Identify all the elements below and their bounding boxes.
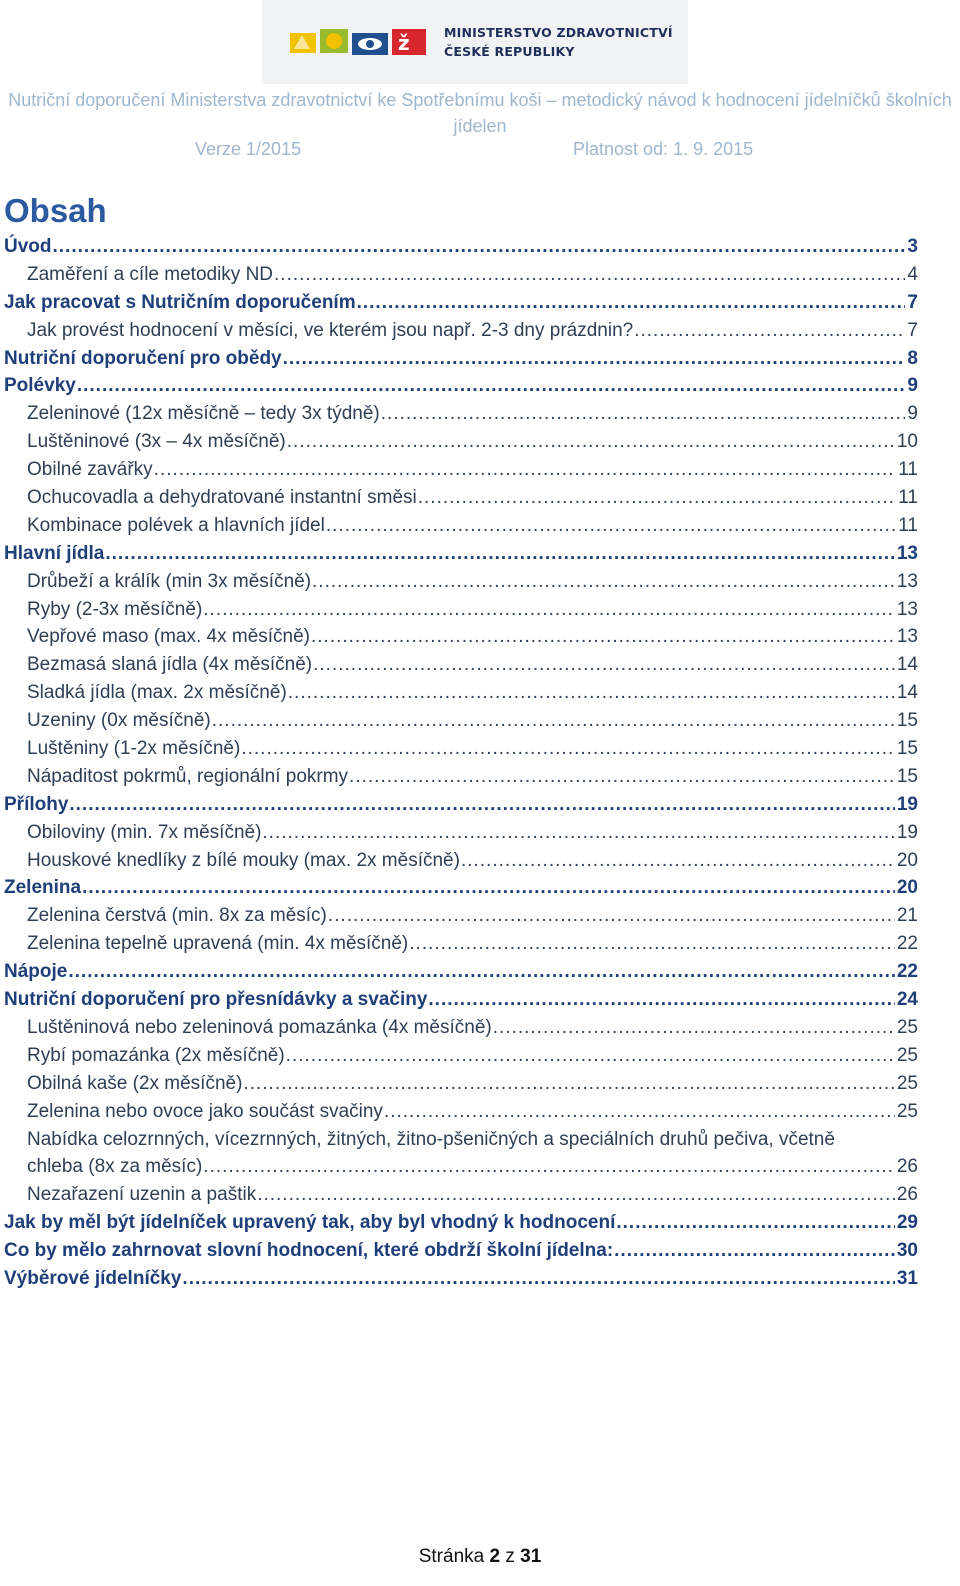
validity-label: Platnost od: 1. 9. 2015: [573, 139, 754, 159]
toc-entry-title: Obilná kaše (2x měsíčně): [27, 1072, 243, 1094]
toc-entry-page: 13: [896, 598, 918, 620]
toc-entry-page: 13: [896, 626, 918, 648]
toc-entry[interactable]: [4, 819, 918, 847]
toc-entry-title: Obilné zavářky: [27, 459, 153, 481]
toc-entry-title: Ochucovadla a dehydratované instantní směsi: [27, 487, 417, 509]
toc-entry[interactable]: [4, 958, 918, 986]
toc-entry[interactable]: [4, 456, 918, 484]
toc-dot-leader: [285, 1042, 895, 1070]
toc-entry-page: 13: [896, 542, 918, 564]
toc-entry-title: Nutriční doporučení pro přesnídávky a svačiny: [4, 989, 428, 1011]
toc-dot-leader: [211, 707, 895, 735]
toc-entry-page: 11: [898, 487, 918, 509]
toc-entry-title: Co by mělo zahrnovat slovní hodnocení, které obdrží školní jídelna:: [4, 1240, 614, 1262]
toc-entry-page: 22: [896, 961, 918, 983]
toc-entry[interactable]: [4, 568, 918, 596]
toc-dot-leader: [613, 1237, 895, 1265]
toc-dot-leader: [383, 1098, 895, 1126]
toc-entry-page: 26: [896, 1184, 918, 1206]
footer-current-page: 2: [489, 1546, 501, 1567]
toc-dot-leader: [356, 289, 906, 317]
toc-entry-line[interactable]: Nabídka celozrnných, vícezrnných, žitných, žitno-pšeničných a speciálních druhů pečiva, včetně: [27, 1128, 835, 1150]
toc-entry[interactable]: [4, 233, 918, 261]
toc-entry[interactable]: [4, 261, 918, 289]
toc-entry-page: 19: [896, 793, 918, 815]
toc-entry[interactable]: [4, 345, 918, 373]
toc-dot-leader: [282, 345, 906, 373]
toc-entry[interactable]: [4, 1042, 918, 1070]
toc-dot-leader: [76, 372, 906, 400]
toc-heading: Obsah: [4, 192, 107, 229]
toc-entry-title: Luštěniny (1-2x měsíčně): [27, 738, 241, 760]
toc-dot-leader: [240, 735, 895, 763]
toc-entry-page: 8: [907, 347, 918, 369]
toc-entry[interactable]: [4, 1237, 918, 1265]
toc-dot-leader: [153, 456, 897, 484]
toc-dot-leader: [67, 958, 895, 986]
toc-entry-title: Výběrové jídelníčky: [4, 1267, 182, 1289]
toc-entry-page: 7: [907, 291, 918, 313]
document-title: Nutriční doporučení Ministerstva zdravotnictví ke Spotřebnímu koši – metodický návod k hodnocení jídelníčků školních jídelen: [8, 90, 952, 136]
toc-entry[interactable]: [4, 847, 918, 875]
toc-entry-title: Polévky: [4, 375, 76, 397]
toc-dot-leader: [380, 400, 906, 428]
toc-dot-leader: [52, 233, 906, 261]
toc-dot-leader: [68, 791, 894, 819]
toc-entry[interactable]: [4, 372, 918, 400]
toc-entry-page: 3: [907, 236, 918, 257]
svg-text:ž: ž: [398, 31, 410, 55]
toc-entry-title: Zelenina: [4, 877, 82, 899]
toc-dot-leader: [325, 512, 896, 540]
toc-entry-page: 4: [907, 263, 918, 285]
toc-dot-leader: [408, 930, 895, 958]
toc-entry[interactable]: [4, 1098, 918, 1126]
toc-dot-leader: [327, 902, 895, 930]
toc-entry-page: 9: [907, 375, 918, 397]
toc-entry-page: 10: [896, 431, 918, 453]
toc-entry-page: 14: [896, 682, 918, 704]
toc-dot-leader: [633, 317, 905, 345]
toc-entry-page: 9: [907, 403, 918, 425]
logo-line2: ČESKÉ REPUBLIKY: [444, 44, 575, 59]
toc-dot-leader: [286, 428, 895, 456]
toc-entry-title: Jak provést hodnocení v měsíci, ve kterém jsou např. 2-3 dny prázdnin?: [27, 319, 634, 341]
toc-dot-leader: [261, 819, 894, 847]
toc-dot-leader: [202, 1153, 895, 1181]
toc-entry-page: 30: [896, 1240, 918, 1262]
toc-entry-title: Houskové knedlíky z bílé mouky (max. 2x měsíčně): [27, 849, 460, 871]
toc-entry-page: 15: [896, 710, 918, 732]
toc-dot-leader: [312, 651, 895, 679]
toc-entry[interactable]: [4, 596, 918, 624]
toc-entry-title: Přílohy: [4, 793, 69, 815]
footer-separator: z: [505, 1546, 515, 1567]
toc-entry[interactable]: [4, 679, 918, 707]
toc-dot-leader: [256, 1181, 895, 1209]
toc-entry[interactable]: [4, 484, 918, 512]
toc-dot-leader: [492, 1014, 895, 1042]
toc-entry-title: chleba (8x za měsíc): [27, 1156, 203, 1178]
toc-entry[interactable]: [4, 986, 918, 1014]
toc-entry[interactable]: [4, 1153, 918, 1181]
toc-dot-leader: [181, 1265, 894, 1293]
version-label: Verze 1/2015: [195, 139, 302, 159]
toc-entry-page: 15: [896, 738, 918, 760]
toc-entry-page: 29: [896, 1212, 918, 1234]
toc-entry[interactable]: [4, 400, 918, 428]
toc-entry[interactable]: [4, 707, 918, 735]
toc-dot-leader: [81, 874, 895, 902]
toc-dot-leader: [242, 1070, 894, 1098]
toc-entry-page: 7: [907, 319, 918, 341]
toc-entry-title: Uzeniny (0x měsíčně): [27, 710, 211, 732]
toc-entry[interactable]: [4, 735, 918, 763]
toc-entry-title: Jak pracovat s Nutričním doporučením: [4, 291, 356, 313]
toc-entry[interactable]: [4, 930, 918, 958]
toc-entry-page: 24: [896, 989, 918, 1011]
toc-dot-leader: [427, 986, 894, 1014]
toc-entry[interactable]: [4, 1209, 918, 1237]
toc-entry-title: Luštěninová nebo zeleninová pomazánka (4x měsíčně): [27, 1016, 492, 1038]
logo-text: [444, 23, 673, 61]
toc-entry-title: Zelenina tepelně upravená (min. 4x měsíčně): [27, 933, 409, 955]
toc-entry-page: 15: [896, 765, 918, 787]
toc-entry[interactable]: [4, 902, 918, 930]
toc-entry-title: Nezařazení uzenin a paštik: [27, 1184, 257, 1206]
toc-entry[interactable]: [4, 317, 918, 345]
toc-entry-page: 21: [896, 905, 918, 927]
toc-entry-title: Úvod: [4, 236, 52, 257]
toc-entry[interactable]: [4, 763, 918, 791]
toc-dot-leader: [348, 763, 895, 791]
toc-entry-title: Bezmasá slaná jídla (4x měsíčně): [27, 654, 313, 676]
toc-entry-page: 11: [898, 514, 918, 536]
table-of-contents: [4, 233, 918, 1293]
toc-entry-title: Jak by měl být jídelníček upravený tak, aby byl vhodný k hodnocení: [4, 1212, 616, 1234]
toc-entry-page: 14: [896, 654, 918, 676]
toc-entry-page: 20: [896, 849, 918, 871]
toc-entry-page: 20: [896, 877, 918, 899]
toc-entry-title: Kombinace polévek a hlavních jídel: [27, 514, 325, 536]
toc-entry-title: Vepřové maso (max. 4x měsíčně): [27, 626, 310, 648]
toc-entry[interactable]: [4, 512, 918, 540]
toc-entry-title: Nápoje: [4, 961, 68, 983]
toc-entry[interactable]: [4, 874, 918, 902]
toc-entry-title: Luštěninové (3x – 4x měsíčně): [27, 431, 286, 453]
toc-entry-title: Hlavní jídla: [4, 542, 105, 564]
logo-line1: MINISTERSTVO ZDRAVOTNICTVÍ: [444, 25, 673, 40]
toc-entry[interactable]: [4, 540, 918, 568]
toc-entry[interactable]: [4, 1014, 918, 1042]
toc-entry-title: Rybí pomazánka (2x měsíčně): [27, 1044, 285, 1066]
toc-entry[interactable]: [4, 1070, 918, 1098]
toc-entry-title: Zeleninové (12x měsíčně – tedy 3x týdně): [27, 403, 380, 425]
toc-entry-page: 26: [896, 1156, 918, 1178]
toc-dot-leader: [615, 1209, 895, 1237]
toc-entry-page: 25: [896, 1016, 918, 1038]
toc-entry-page: 19: [896, 821, 918, 843]
toc-entry-title: Nápaditost pokrmů, regionální pokrmy: [27, 765, 349, 787]
toc-entry[interactable]: [4, 651, 918, 679]
footer-total-pages: 31: [520, 1546, 542, 1567]
footer-prefix: Stránka: [418, 1546, 485, 1567]
toc-dot-leader: [202, 596, 895, 624]
toc-entry-page: 25: [896, 1100, 918, 1122]
toc-entry-page: 25: [896, 1072, 918, 1094]
toc-entry-page: 11: [898, 459, 918, 481]
toc-dot-leader: [104, 540, 895, 568]
toc-entry-page: 31: [896, 1267, 918, 1289]
toc-entry-page: 22: [896, 933, 918, 955]
toc-dot-leader: [287, 679, 895, 707]
toc-entry[interactable]: [4, 1265, 918, 1293]
toc-entry-title: Zaměření a cíle metodiky ND: [27, 263, 274, 285]
toc-dot-leader: [311, 568, 895, 596]
toc-entry-page: 13: [896, 570, 918, 592]
toc-dot-leader: [460, 847, 895, 875]
toc-entry[interactable]: [4, 428, 918, 456]
ministry-logo: [290, 22, 673, 62]
toc-entry-title: Drůbeží a králík (min 3x měsíčně): [27, 570, 312, 592]
toc-entry[interactable]: [4, 623, 918, 651]
toc-entry-title: Ryby (2-3x měsíčně): [27, 598, 203, 620]
toc-entry[interactable]: [4, 1181, 918, 1209]
toc-dot-leader: [273, 261, 905, 289]
toc-entry[interactable]: [4, 289, 918, 317]
toc-dot-leader: [310, 623, 895, 651]
toc-entry-title: Zelenina čerstvá (min. 8x za měsíc): [27, 905, 327, 927]
ministry-emblem-icon: [290, 25, 430, 59]
toc-dot-leader: [417, 484, 897, 512]
toc-entry-title: Obiloviny (min. 7x měsíčně): [27, 821, 262, 843]
toc-entry-title: Zelenina nebo ovoce jako součást svačiny: [27, 1100, 383, 1122]
toc-entry-page: 25: [896, 1044, 918, 1066]
toc-entry-title: Sladká jídla (max. 2x měsíčně): [27, 682, 287, 704]
toc-entry-title: Nutriční doporučení pro obědy: [4, 347, 282, 369]
page-footer: [0, 1546, 960, 1568]
toc-entry[interactable]: [4, 791, 918, 819]
